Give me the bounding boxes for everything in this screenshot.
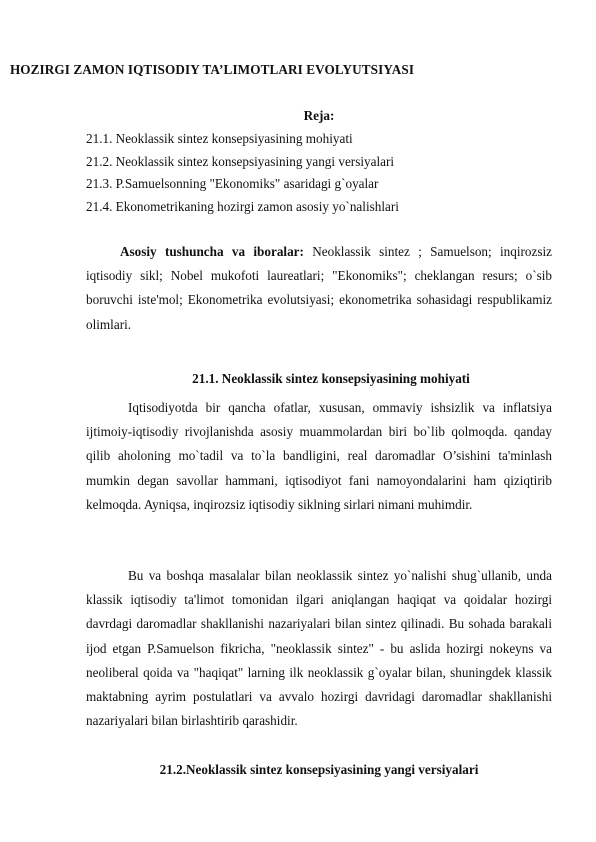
section-2-title: 21.2.Neoklassik sintez konsepsiyasining yangi versiyalari: [159, 762, 479, 777]
plan-heading: Reja:: [303, 108, 335, 123]
keywords-text: Neoklassik sintez ; Samuelson; inqirozsiz iqtisodiy sikl; Nobel mukofoti laureatlari; "Ekonomiks"; cheklangan resurs; o`sib boruvchi iste'mol; Ekonometrika evolutsiyasi; ekonometrika sohasidagi respublikamiz olimlari.: [86, 244, 552, 332]
plan-list: [86, 128, 552, 218]
plan-item: 21.4. Ekonometrikaning hozirgi zamon asosiy yo`nalishlari: [86, 198, 399, 214]
plan-item: 21.3. P.Samuelsonning "Ekonomiks" asaridagi g`oyalar: [86, 176, 379, 191]
document-title: HOZIRGI ZAMON IQTISODIY TA’LIMOTLARI EVOLYUTSIYASI: [9, 62, 415, 77]
plan-item: 21.2. Neoklassik sintez konsepsiyasining yangi versiyalari: [86, 153, 395, 169]
section-1-paragraph-1: Iqtisodiyotda bir qancha ofatlar, xususan, ommaviy ishsizlik va inflatsiya ijtimoiy-iqtisodiy rivojlanishda asosiy muammolardan biri bo`lib qolmoqda. qanday qilib aholoning mo`tadil va to`la bandligini, real daromadlar O’sishini ta'minlash mumkin degan savollar hammani, iqtisodiyot fani namoyondalarini ham qiziqtirib kelmoqda. Ayniqsa, inqirozsiz iqtisodiy siklning sirlari nimani muhimdir.: [86, 400, 552, 512]
section-1-title: 21.1. Neoklassik sintez konsepsiyasining mohiyati: [192, 371, 470, 386]
keywords-label: Asosiy tushuncha va iboralar:: [120, 244, 304, 259]
keywords-paragraph: [86, 240, 552, 337]
section-1-paragraph-2: Bu va boshqa masalalar bilan neoklassik sintez yo`nalishi shug`ullanib, unda klassik iqtisodiy ta'limot tomonidan ilgari aniqlangan haqiqat va qoidalar hozirgi davrdagi daromadlar shakllanishi nazariyalari bilan sintez qilinadi. Bu sohada barakali ijod etgan P.Samuelson fikricha, "neoklassik sintez" - bu aslida hozirgi nokeyns va neoliberal qoida va "haqiqat" larning ilk neoklassik g`oyalar bilan, shuningdek klassik maktabning ayrim postulatlari va avvalo hozirgi davridagi daromadlar shakllanishi nazariyalari bilan birlashtirib qarashidir.: [86, 568, 552, 729]
plan-item: 21.1. Neoklassik sintez konsepsiyasining mohiyati: [86, 131, 353, 146]
